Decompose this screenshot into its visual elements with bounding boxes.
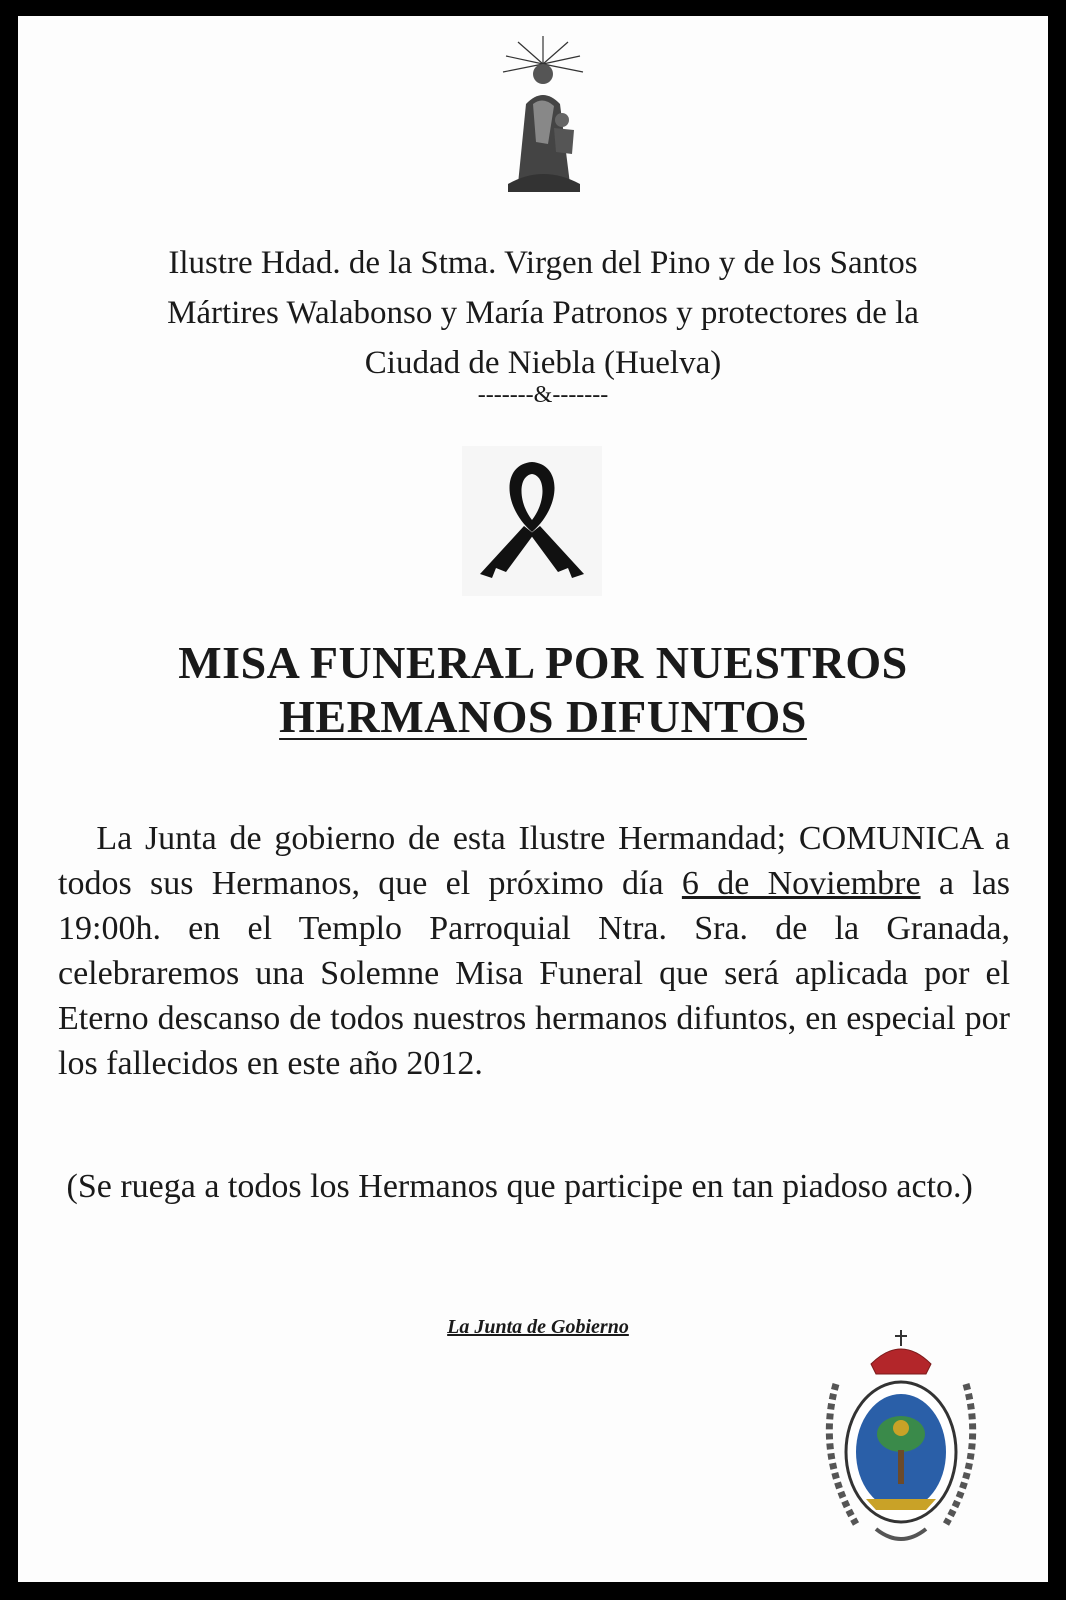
virgin-image-icon xyxy=(488,34,598,194)
notice-body xyxy=(58,816,1010,1086)
notice-sheet xyxy=(18,16,1048,1582)
title-line: MISA FUNERAL POR NUESTROS xyxy=(178,637,908,688)
signature: La Junta de Gobierno xyxy=(447,1316,629,1338)
body-text: La Junta de gobierno de esta Ilustre Hermandad; COMUNICA a todos sus Hermanos, que el próximo día xyxy=(58,820,1010,902)
header-line: Ciudad de Niebla (Huelva) xyxy=(364,345,722,381)
mourning-ribbon-icon xyxy=(462,446,602,596)
event-date: 6 de Noviembre xyxy=(681,865,921,902)
separator: -------&------- xyxy=(477,382,609,408)
brotherhood-crest-icon xyxy=(816,1324,986,1554)
plea-text xyxy=(58,1164,1010,1210)
notice-title xyxy=(58,636,1028,744)
body-text: a las 19:00h. en el Templo Parroquial Ntra. Sra. de la Granada, celebraremos una Solemne Misa Funeral que será aplicada por el Eterno descanso de todos nuestros hermanos difuntos, en especial por los fallecidos en este año 2012. xyxy=(58,865,1011,1082)
brotherhood-header xyxy=(58,238,1028,388)
header-line: Mártires Walabonso y María Patronos y protectores de la xyxy=(167,295,919,331)
header-line: Ilustre Hdad. de la Stma. Virgen del Pino y de los Santos xyxy=(168,245,918,281)
title-line-underlined: HERMANOS DIFUNTOS xyxy=(279,691,807,742)
plea-text-content: (Se ruega a todos los Hermanos que participe en tan piadoso acto.) xyxy=(66,1168,973,1205)
